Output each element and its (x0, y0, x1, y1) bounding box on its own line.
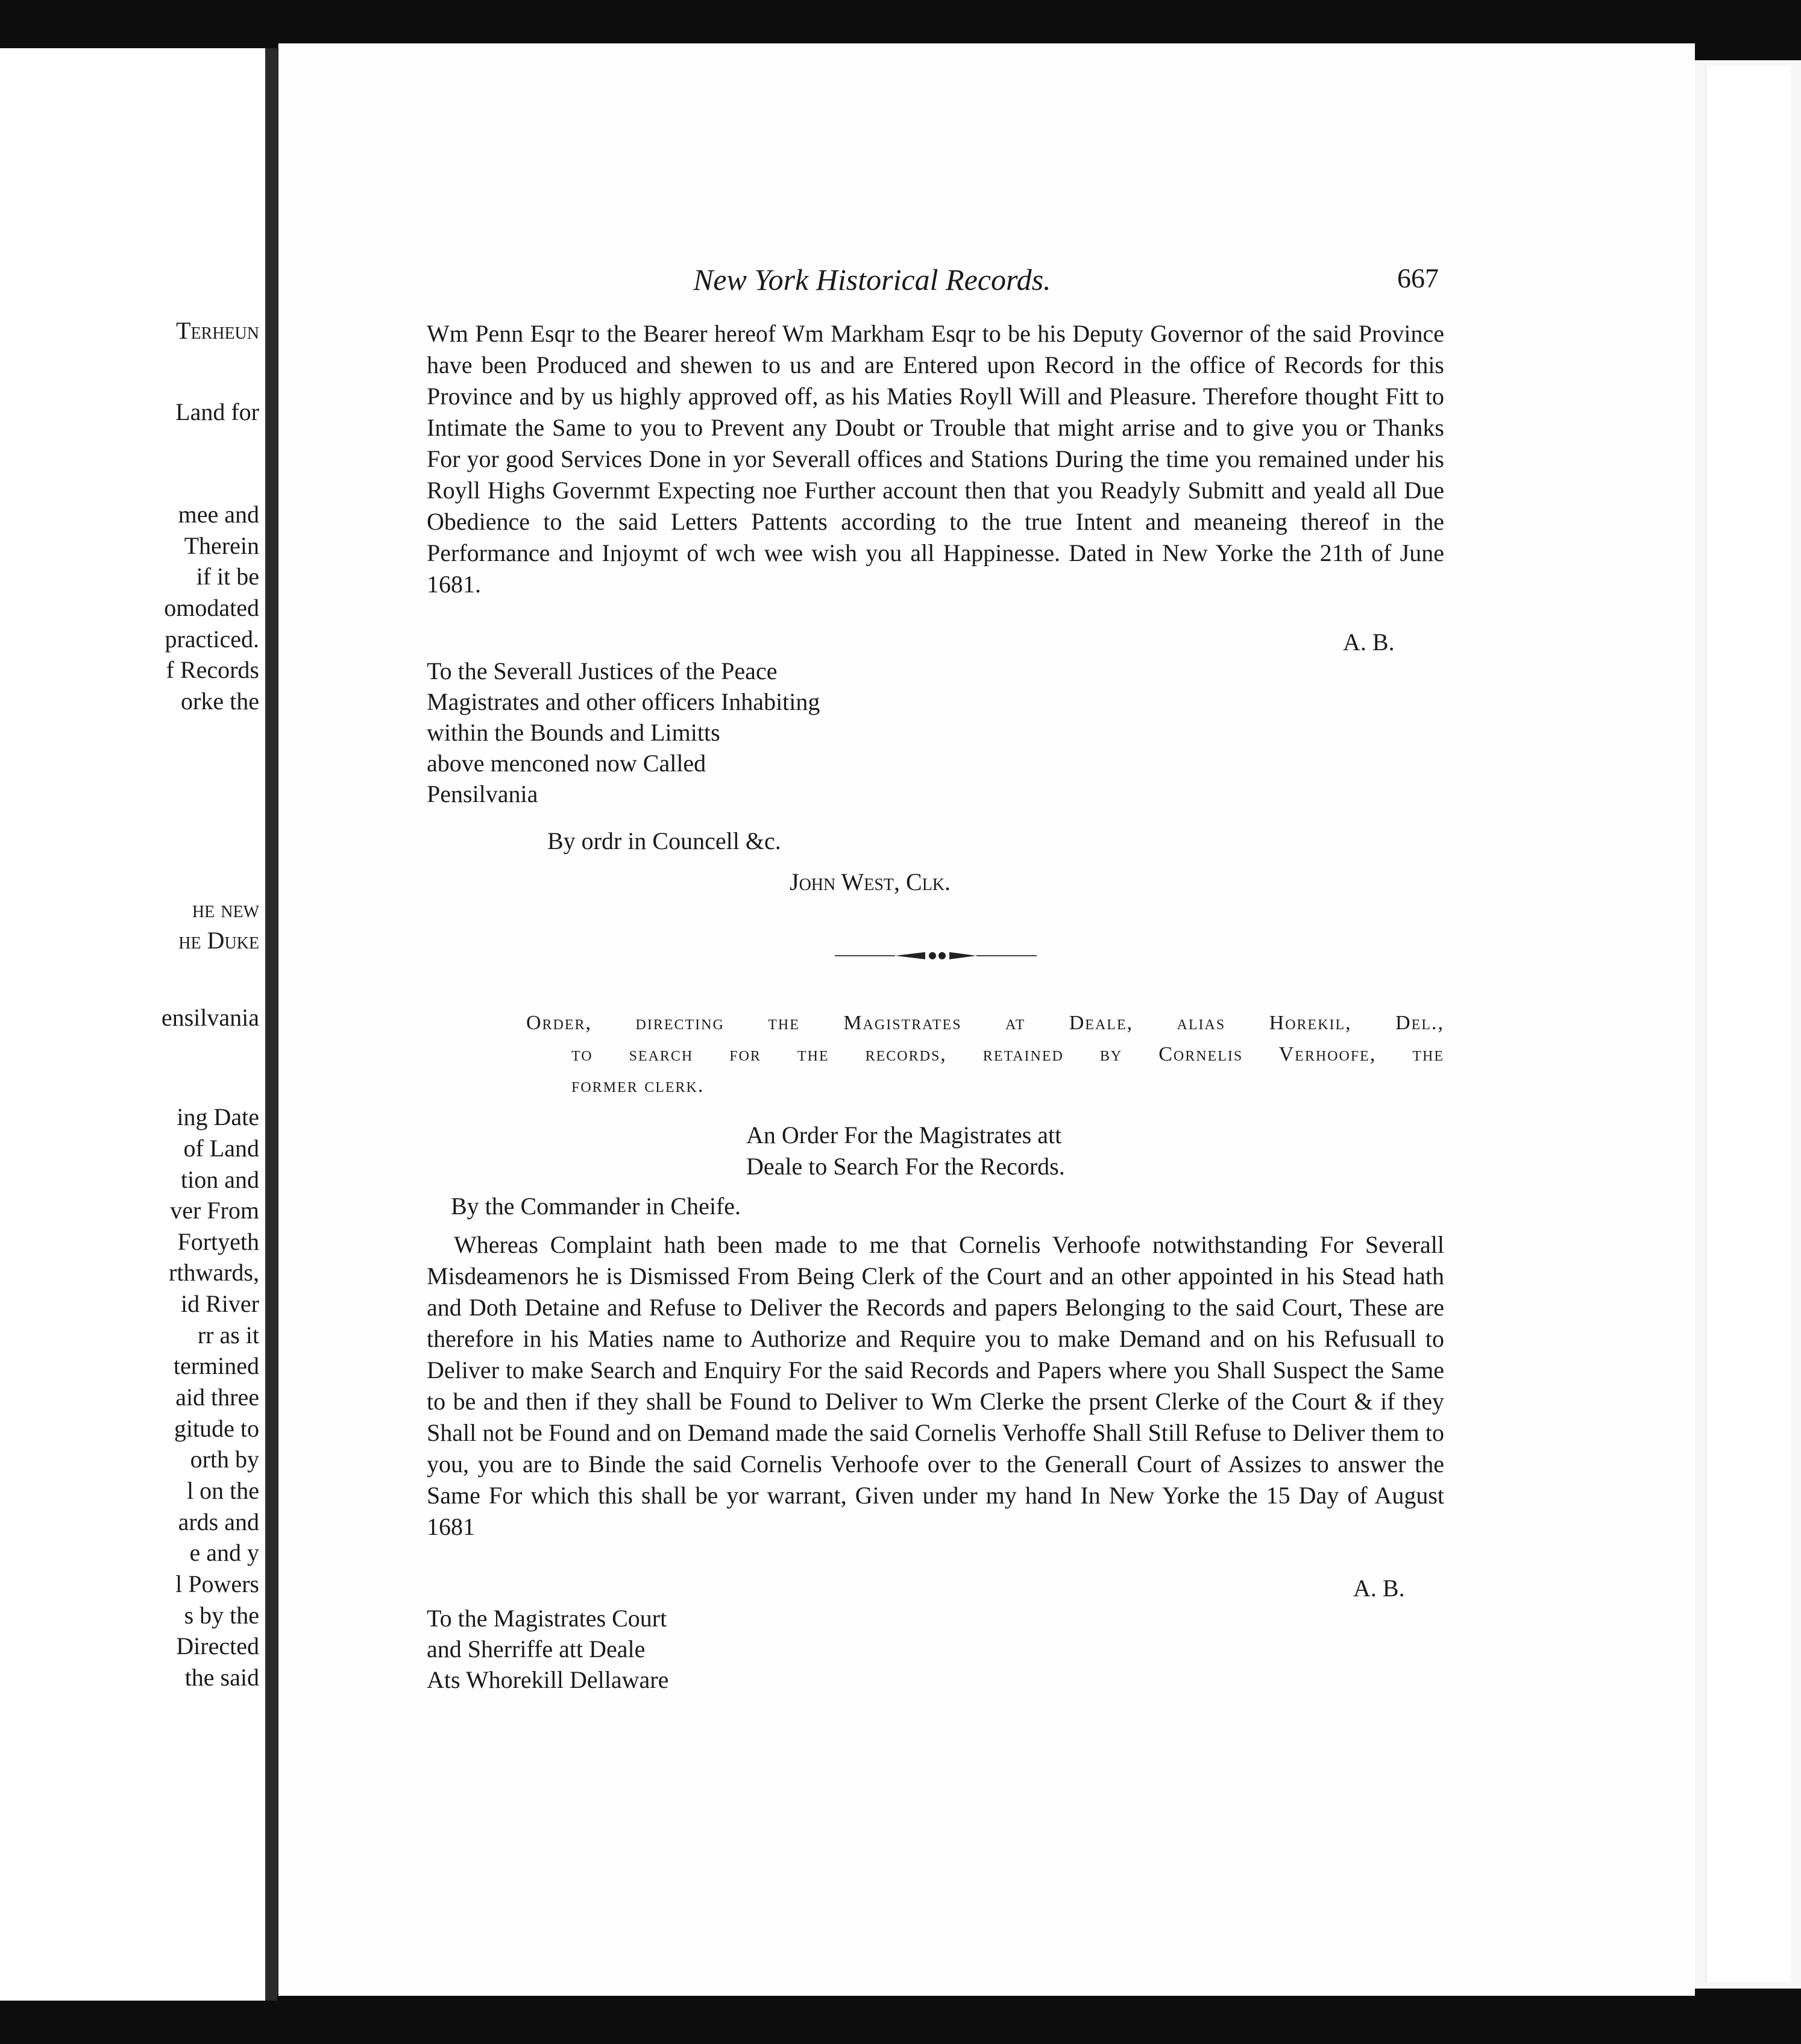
facing-page-line: e and y (189, 1539, 259, 1566)
letter1-body (427, 318, 1444, 600)
facing-page-line: Directed (176, 1632, 259, 1660)
section2-body (427, 1229, 1444, 1543)
facing-page-line: mee and (178, 501, 259, 528)
facing-page-line: of Land (183, 1135, 259, 1162)
letter1-text: Wm Penn Esqr to the Bearer hereof Wm Markham Esqr to be his Deputy Governor of the said Province have been Produced and shewen to us and are Entered upon Record in the office of Records for this Province and by us highly approved off, as his Maties Royll Will and Pleasure. Therefore thought Fitt to Intimate the Same to you to Prevent any Doubt or Trouble that might arrise and to give you or Thanks For yor good Services Done in yor Severall offices and Stations During the time you remained under his Royll Highs Governmt Expecting noe Further account then that you Readyly Submitt and yeald all Due Obedience to the said Letters Pattents according to the true Intent and meaneing thereof in the Performance and Injoymt of wch wee wish you all Happinesse. Dated in New Yorke the 21th of June 1681. (427, 320, 1444, 598)
section-subtitle (746, 1120, 1065, 1182)
facing-page-line: Fortyeth (177, 1228, 259, 1255)
facing-page-line: he Duke (178, 927, 259, 954)
facing-page-line: ards and (178, 1508, 259, 1535)
letter1-signature: A. B. (1343, 629, 1395, 656)
by-commander-line: By the Commander in Cheife. (451, 1193, 741, 1220)
facing-page-line: he new (192, 895, 259, 923)
facing-page-line: orth by (190, 1446, 259, 1473)
facing-page-line: Land for (175, 398, 259, 425)
address-line: above menconed now Called (427, 750, 706, 777)
address-line: Ats Whorekill Dellaware (427, 1666, 669, 1693)
facing-page-line: l Powers (175, 1570, 259, 1597)
facing-page-line: l on the (187, 1477, 259, 1504)
facing-page-fragment (0, 48, 267, 2001)
facing-page-line: ensilvania (161, 1004, 259, 1031)
facing-page-line: omodated (164, 594, 259, 621)
address-line: and Sherriffe att Deale (427, 1635, 646, 1663)
section2-address (427, 1603, 668, 1695)
facing-page-line: if it be (196, 563, 259, 590)
facing-page-line: f Records (166, 656, 259, 683)
section-title-line: former clerk. (571, 1074, 705, 1097)
facing-page-line: rthwards, (169, 1259, 259, 1286)
facing-page-line: aid three (175, 1384, 259, 1411)
facing-page-line: gitude to (174, 1415, 259, 1442)
facing-page-line: s by the (184, 1602, 259, 1629)
section-title-line: to search for the records, retained by Cornelis Verhoofe, the (571, 1043, 1444, 1065)
facing-page-line: termined (173, 1352, 259, 1379)
book-gutter (265, 48, 277, 2001)
facing-page-line: Terheun (176, 317, 259, 344)
subtitle-line: An Order For the Magistrates att (746, 1121, 1062, 1149)
section2-text: Whereas Complaint hath been made to me that Cornelis Verhoofe notwithstanding For Severall Misdeamenors he is Dismissed From Being Clerk of the Court and an other appointed in his Stead hath and Doth Detaine and Refuse to Deliver the Records and papers Belonging to the said Court, These are therefore in his Maties name to Authorize and Require you to make Demand and on his Refusuall to Deliver to make Search and Enquiry For the said Records and Papers where you Shall Suspect the Same to be and then if they shall be Found to Deliver to Wm Clerke the prsent Clerke of the Court & if they Shall not be Found and on Demand made the said Cornelis Verhoffe Shall Still Refuse to Deliver them to you, you are to Binde the said Cornelis Verhoofe over to the Generall Court of Assizes to answer the Same For which this shall be yor warrant, Given under my hand In New Yorke the 15 Day of August 1681 (427, 1231, 1444, 1540)
address-line: within the Bounds and Limitts (427, 719, 720, 746)
address-line: To the Severall Justices of the Peace (427, 657, 778, 685)
subtitle-line: Deale to Search For the Records. (746, 1153, 1065, 1180)
facing-page-line: ing Date (177, 1103, 259, 1130)
clerk-signature: John West, Clk. (790, 868, 951, 895)
section-divider-ornament (835, 947, 1037, 964)
running-header: New York Historical Records. (693, 263, 1051, 296)
page-number: 667 (1397, 263, 1439, 293)
facing-page-line: orke the (181, 688, 259, 715)
facing-page-line: ver From (170, 1197, 259, 1224)
facing-page-line: practiced. (165, 625, 259, 653)
address-line: To the Magistrates Court (427, 1605, 667, 1632)
facing-page-line: id River (181, 1290, 259, 1317)
facing-page-line: tion and (181, 1166, 259, 1193)
address-line: Pensilvania (427, 780, 538, 807)
facing-page-line: Therein (184, 532, 259, 559)
section2-signature: A. B. (1353, 1575, 1405, 1602)
order-line: By ordr in Councell &c. (547, 827, 781, 854)
section-title (526, 1008, 1444, 1102)
letter1-address (427, 656, 820, 809)
facing-page-line: the said (184, 1664, 259, 1691)
facing-page-line: rr as it (197, 1321, 259, 1349)
section-title-line: Order, directing the Magistrates at Deale, alias Horekil, Del., (526, 1012, 1444, 1034)
address-line: Magistrates and other officers Inhabiting (427, 688, 820, 715)
page-edge-strip-inner (1706, 66, 1791, 1983)
